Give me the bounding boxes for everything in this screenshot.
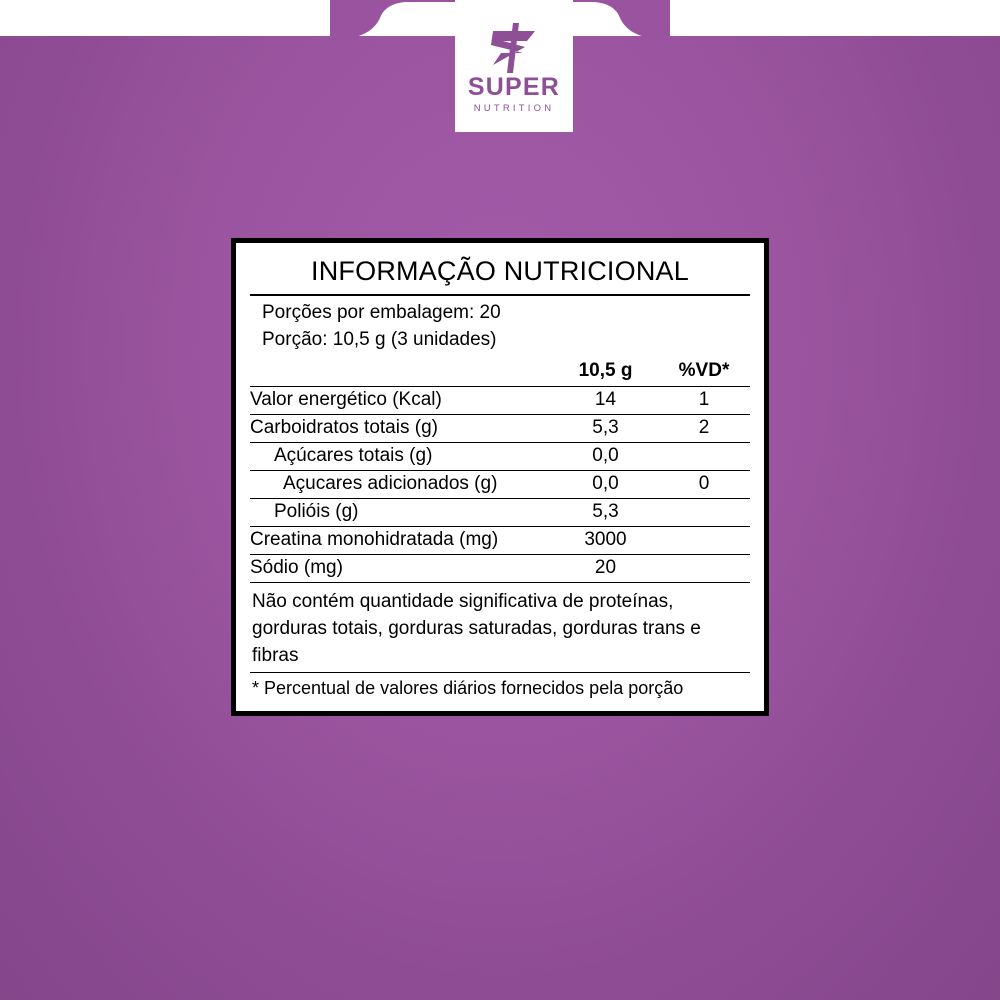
row-label: Açucares adicionados (g) xyxy=(250,470,553,498)
row-amount: 14 xyxy=(553,386,658,414)
brand-tagline: NUTRITION xyxy=(473,102,555,114)
table-row xyxy=(250,554,750,582)
row-dv: 2 xyxy=(658,414,750,442)
table-row xyxy=(250,442,750,470)
table-header-row xyxy=(250,358,750,387)
dv-footnote: * Percentual de valores diários fornecidos pela porção xyxy=(252,678,684,699)
column-dv: %VD* xyxy=(658,358,750,387)
brand-name: SUPER xyxy=(467,72,561,101)
table-row xyxy=(250,470,750,498)
nutrition-table xyxy=(250,358,750,583)
table-row xyxy=(250,414,750,442)
serving-size: Porção: 10,5 g (3 unidades) xyxy=(262,328,497,350)
nutrition-note: Não contém quantidade significativa de proteínas, gorduras totais, gorduras saturadas, gorduras trans e fibras xyxy=(252,590,701,667)
row-dv xyxy=(658,442,750,470)
row-label: Açúcares totais (g) xyxy=(250,442,553,470)
column-amount: 10,5 g xyxy=(553,358,658,387)
row-dv xyxy=(658,498,750,526)
servings-per-package: Porções por embalagem: 20 xyxy=(262,302,501,323)
row-amount: 5,3 xyxy=(553,498,658,526)
row-amount: 20 xyxy=(553,554,658,582)
row-amount: 0,0 xyxy=(553,442,658,470)
row-dv xyxy=(658,554,750,582)
panel-title: INFORMAÇÃO NUTRICIONAL xyxy=(311,256,689,286)
column-nutrient xyxy=(250,358,553,387)
row-dv: 0 xyxy=(658,470,750,498)
row-dv: 1 xyxy=(658,386,750,414)
row-label: Valor energético (Kcal) xyxy=(250,386,553,414)
table-row xyxy=(250,526,750,554)
row-amount: 0,0 xyxy=(553,470,658,498)
row-dv xyxy=(658,526,750,554)
row-label: Polióis (g) xyxy=(250,498,553,526)
brand-logo xyxy=(455,0,573,132)
row-label: Carboidratos totais (g) xyxy=(250,414,553,442)
nutrition-facts-panel xyxy=(231,238,769,716)
table-row xyxy=(250,386,750,414)
row-amount: 3000 xyxy=(553,526,658,554)
servings-block xyxy=(250,296,750,358)
super-s-logo-icon xyxy=(483,23,545,73)
row-label: Creatina monohidratada (mg) xyxy=(250,526,553,554)
table-row xyxy=(250,498,750,526)
nutrition-table-body xyxy=(250,358,750,583)
row-amount: 5,3 xyxy=(553,414,658,442)
row-label: Sódio (mg) xyxy=(250,554,553,582)
